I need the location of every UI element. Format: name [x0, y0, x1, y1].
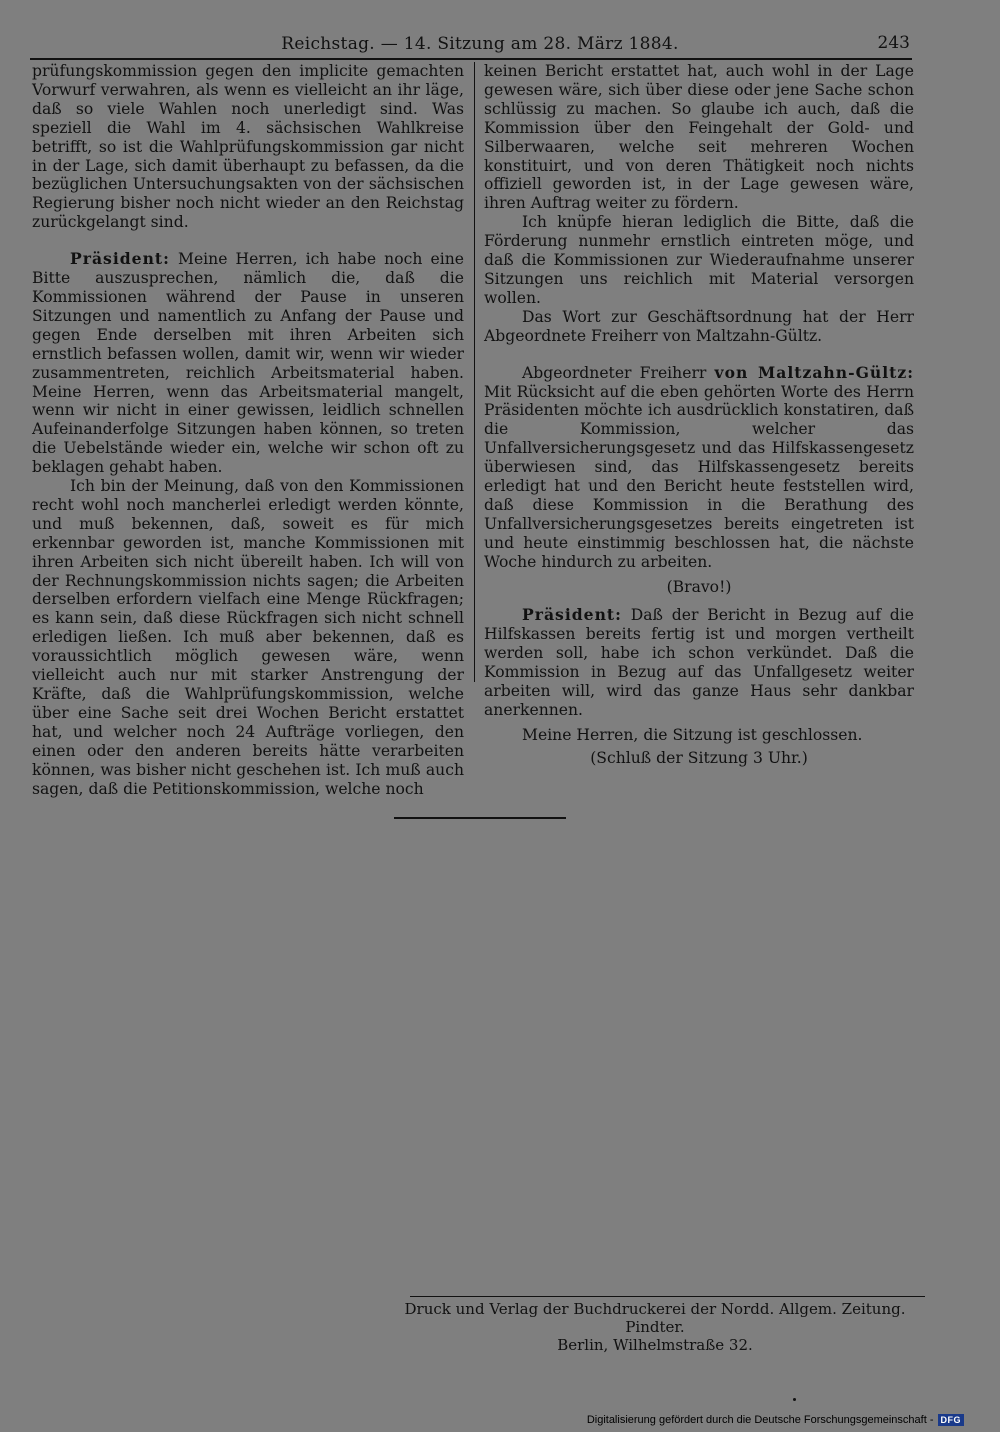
page-number: 243	[877, 33, 910, 53]
speaker-label: von Maltzahn-Gültz:	[714, 362, 914, 382]
imprint-line: Druck und Verlag der Buchdruckerei der Nordd. Allgem. Zeitung. Pindter.	[404, 1300, 906, 1336]
paragraph-maltzahn-speech	[484, 364, 914, 572]
paragraph: Ich knüpfe hieran lediglich die Bitte, daß die Förderung nunmehr ernstlich eintreten möge, und daß die Kommissionen zur Wiederaufnahme unserer Sitzungen uns reichlich mit Material versorgen wollen.	[484, 213, 914, 307]
right-text-column	[484, 62, 914, 768]
paragraph: Meine Herren, die Sitzung ist geschlossen.	[522, 725, 863, 744]
speaker-label: Präsident:	[70, 249, 170, 269]
session-closing-note: (Schluß der Sitzung 3 Uhr.)	[590, 748, 808, 767]
dfg-logo: DFG	[938, 1414, 965, 1426]
imprint-line: Berlin, Wilhelmstraße 32.	[557, 1336, 753, 1354]
running-header-title: Reichstag. — 14. Sitzung am 28. März 1884.	[281, 34, 679, 54]
speech-text: Mit Rücksicht auf die eben gehörten Worte des Herrn Präsidenten möchte ich ausdrücklich konstatiren, daß die Kommission, welcher das Unfallversicherungsgesetz und das Hilfskassengesetz überwiesen sind, das Hilfskassengesetz bereits erledigt hat und den Bericht heute feststellen wird, daß diese Kommission in die Berathung des Unfallversicherungsgesetzes bereits eingetreten ist und heute einstimmig beschlossen hat, die nächste Woche hindurch zu arbeiten.	[484, 382, 914, 571]
credit-text: Digitalisierung gefördert durch die Deutsche Forschungsgemeinschaft -	[586, 1414, 934, 1426]
scan-speck	[793, 1398, 796, 1401]
end-rule	[394, 817, 566, 819]
paragraph: keinen Bericht erstattet hat, auch wohl in der Lage gewesen wäre, sich über diese oder jene Sache schon schlüssig zu machen. So glaube ich auch, daß die Kommission über den Feingehalt der Gold- und Silberwaaren, welche seit mehreren Wochen konstituirt, und von deren Thätigkeit noch nichts offiziell geworden ist, in der Lage gewesen wäre, ihren Auftrag weiter zu fördern.	[484, 62, 914, 213]
speaker-intro: Abgeordneter Freiherr	[522, 363, 715, 382]
printer-imprint	[400, 1300, 910, 1354]
imprint-rule	[410, 1296, 925, 1297]
interjection-bravo: (Bravo!)	[666, 577, 732, 596]
paragraph: prüfungskommission gegen den implicite gemachten Vorwurf verwahren, als wenn es vielleicht an ihr läge, daß so viele Wahlen noch unerledigt sind. Was speziell die Wahl im 4. sächsischen Wahlkreise betrifft, so ist die Wahlprüfungskommission gar nicht in der Lage, sich damit überhaupt zu befassen, da die bezüglichen Untersuchungsakten von der sächsischen Regierung bisher noch nicht wieder an den Reichstag zurückgelangt sind.	[32, 62, 464, 232]
paragraph: Ich bin der Meinung, daß von den Kommissionen recht wohl noch mancherlei erledigt werden könnte, und muß bekennen, daß, soweit es für mich erkennbar geworden ist, manche Kommissionen mit ihren Arbeiten sich nicht übereilt haben. Ich will von der Rechnungskommission nichts sagen; die Arbeiten derselben erfordern vielfach eine Menge Rückfragen; es kann sein, daß diese Rückfragen sich nicht schnell erledigen ließen. Ich muß aber bekennen, daß es voraussichtlich möglich gewesen wäre, wenn vielleicht auch nur mit starker Anstrengung der Kräfte, daß die Wahlprüfungskommission, welche über eine Sache seit drei Wochen Bericht erstattet hat, und welcher noch 24 Aufträge vorliegen, den einen oder den anderen bereits hätte verarbeiten können, was bisher nicht geschehen ist. Ich muß auch sagen, daß die Petitionskommission, welche noch	[32, 477, 464, 798]
paragraph-president-speech	[484, 606, 914, 719]
left-text-column	[32, 62, 464, 798]
column-divider	[474, 62, 475, 682]
paragraph-president-speech	[32, 250, 464, 477]
speaker-label: Präsident:	[522, 605, 622, 625]
speech-text: Daß der Bericht in Bezug auf die Hilfskassen bereits fertig ist und morgen vertheilt werden soll, habe ich schon verkündet. Daß die Kommission in Bezug auf das Unfallgesetz weiter arbeiten will, wird das ganze Haus sehr dankbar anerkennen.	[484, 606, 914, 719]
paragraph: Das Wort zur Geschäftsordnung hat der Herr Abgeordnete Freiherr von Maltzahn-Gültz.	[484, 307, 914, 345]
digitization-credit	[587, 1414, 964, 1426]
header-rule	[30, 58, 912, 60]
speech-text: Meine Herren, ich habe noch eine Bitte auszusprechen, nämlich die, daß die Kommissionen während der Pause in unseren Sitzungen und namentlich zu Anfang der Pause und gegen Ende derselben mit ihren Arbeiten sich ernstlich befassen wollen, damit wir, wenn wir wieder zusammentreten, reichlich Arbeitsmaterial haben. Meine Herren, wenn das Arbeitsmaterial mangelt, wenn wir nicht in einer gewissen, leidlich schnellen Aufeinanderfolge Sitzungen haben können, so treten die Uebelstände wieder ein, welche wir schon oft zu beklagen gehabt haben.	[32, 250, 464, 477]
